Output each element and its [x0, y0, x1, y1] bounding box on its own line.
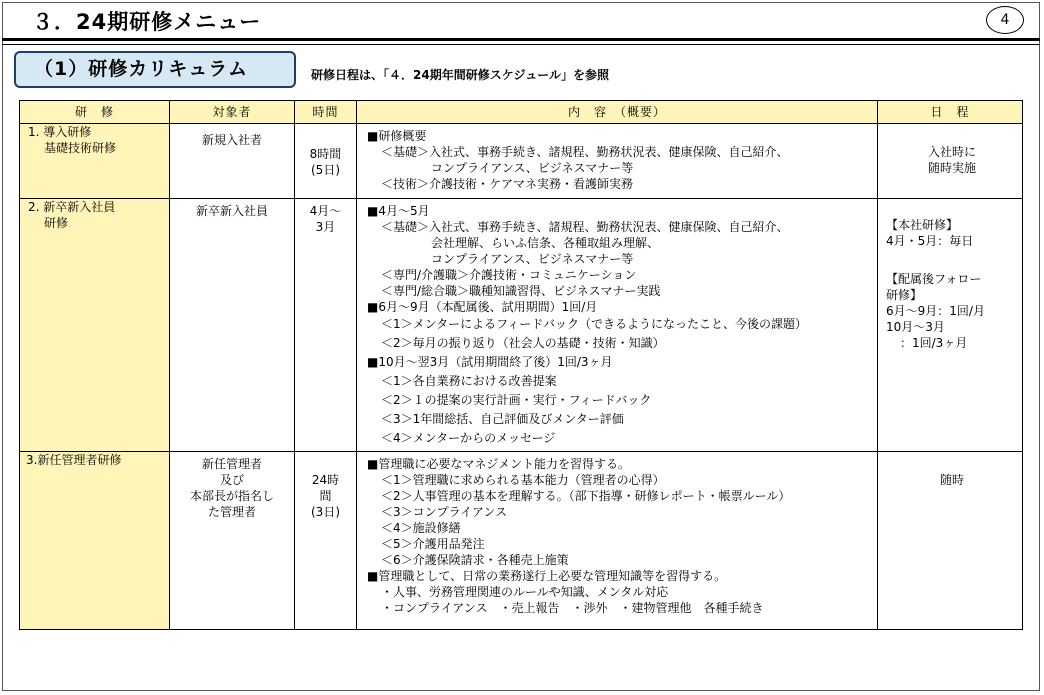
time-cell: 4月～ 3月 — [295, 199, 357, 452]
target-cell: 新卒新入社員 — [170, 199, 295, 452]
time-cell: 24時 間 (3日) — [295, 452, 357, 630]
content-cell: ■研修概要 ＜基礎＞入社式、事務手続き、諸規程、勤務状況表、健康保険、自己紹介、 コンプライアンス、ビジネスマナー等 ＜技術＞介護技術・ケアマネ実務・看護師実務 — [357, 124, 878, 199]
training-name: 3.新任管理者研修 — [20, 452, 170, 630]
training-name: 2. 新卒新入社員 研修 — [20, 199, 170, 452]
page-title: ３．24期研修メニュー — [32, 10, 262, 34]
table-row — [20, 452, 1023, 630]
training-name: 1. 導入研修 基礎技術研修 — [20, 124, 170, 199]
section-note: 研修日程は、「４．24期年間研修スケジュール」を参照 — [311, 68, 609, 82]
header-target: 対象者 — [170, 101, 295, 124]
target-cell: 新規入社者 — [170, 124, 295, 199]
header-training: 研 修 — [20, 101, 170, 124]
table-header-row — [20, 101, 1023, 124]
target-cell: 新任管理者 及び 本部長が指名し た管理者 — [170, 452, 295, 630]
schedule-cell: 入社時に 随時実施 — [878, 124, 1023, 199]
content-cell: ■管理職に必要なマネジメント能力を習得する。 ＜1＞管理職に求められる基本能力（管理者の心得） ＜2＞人事管理の基本を理解する。（部下指導・研修レポート・帳票ルール） ＜3＞コンプライアンス ＜4＞施設修繕 ＜5＞介護用品発注 ＜6＞介護保険請求・各種売上施策 ■管理職として、日常の業務遂行上必要な管理知識等を習得する。 ・人事、労務管理関連のルールや知識、メンタル対応 ・コンプライアンス ・売上報告 ・渉外 ・建物管理他 各種手続き — [357, 452, 878, 630]
schedule-cell: 【本社研修】 4月・5月：毎日 【配属後フォロー 研修】 6月～9月：1回/月 10月～3月 ：1回/3ヶ月 — [878, 199, 1023, 452]
page-number: 4 — [986, 6, 1024, 34]
table-row — [20, 124, 1023, 199]
curriculum-table — [19, 100, 1023, 630]
header-schedule: 日 程 — [878, 101, 1023, 124]
section-title: （1）研修カリキュラム — [14, 51, 296, 88]
content-cell: ■4月～5月 ＜基礎＞入社式、事務手続き、諸規程、勤務状況表、健康保険、自己紹介、 会社理解、らいふ信条、各種取組み理解、 コンプライアンス、ビジネスマナー等 ＜専門/介護職＞介護技術・コミュニケーション ＜専門/総合職＞職種知識習得、ビジネスマナー実践 ■6月～9月（本配属後、試用期間）1回/月 ＜1＞メンターによるフィードバック（できるようになったこと、今後の課題） ＜2＞毎月の振り返り（社会人の基礎・技術・知識） ■10月～翌3月（試用期間終了後）1回/3ヶ月 ＜1＞各自業務における改善提案 ＜2＞１の提案の実行計画・実行・フィードバック ＜3＞1年間総括、自己評価及びメンター評価 ＜4＞メンターからのメッセージ — [357, 199, 878, 452]
header-content: 内 容 （概要） — [357, 101, 878, 124]
table-row — [20, 199, 1023, 452]
header-rule — [2, 38, 1040, 41]
time-cell: 8時間 (5日) — [295, 124, 357, 199]
header-time: 時間 — [295, 101, 357, 124]
header-rule-thin — [2, 44, 1040, 45]
schedule-cell: 随時 — [878, 452, 1023, 630]
